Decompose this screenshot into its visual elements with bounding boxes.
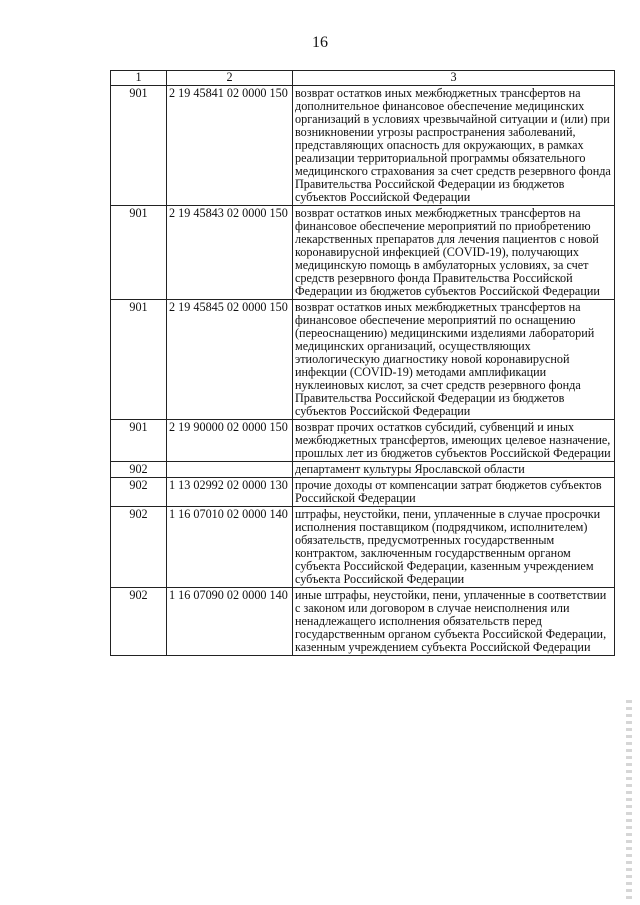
table-row: [111, 478, 615, 507]
table-row: [111, 507, 615, 588]
table-row: [111, 300, 615, 420]
revenue-code-cell: 2 19 45841 02 0000 150: [167, 86, 293, 206]
table-row: [111, 206, 615, 300]
revenue-name-cell: иные штрафы, неустойки, пени, уплаченные в соответствии с законом или договором в случае неисполнения или ненадлежащего исполнения обязательств перед государственным органом субъекта Российской Федерации, казенным учреждением субъекта Российской Федерации: [293, 588, 615, 656]
admin-code-cell: 902: [111, 507, 167, 588]
revenue-code-cell: 1 16 07090 02 0000 140: [167, 588, 293, 656]
admin-code-cell: 901: [111, 300, 167, 420]
header-col-1: 1: [111, 71, 167, 86]
admin-code-cell: 902: [111, 462, 167, 478]
table-row: [111, 86, 615, 206]
table-row: [111, 462, 615, 478]
header-col-2: 2: [167, 71, 293, 86]
page-number: 16: [312, 34, 328, 51]
revenue-code-cell: 1 16 07010 02 0000 140: [167, 507, 293, 588]
revenue-code-cell: 2 19 45845 02 0000 150: [167, 300, 293, 420]
revenue-code-cell: [167, 462, 293, 478]
revenue-code-cell: 1 13 02992 02 0000 130: [167, 478, 293, 507]
admin-code-cell: 902: [111, 588, 167, 656]
revenue-code-cell: 2 19 45843 02 0000 150: [167, 206, 293, 300]
revenue-name-cell: возврат остатков иных межбюджетных трансфертов на дополнительное финансовое обеспечение медицинских организаций в условиях чрезвычайной ситуации и (или) при возникновении угрозы распространения заболеваний, представляющих опасность для окружающих, в рамках реализации территориальной программы обязательного медицинского страхования за счет средств резервного фонда Правительства Российской Федерации из бюджетов субъектов Российской Федерации: [293, 86, 615, 206]
admin-code-cell: 901: [111, 206, 167, 300]
admin-code-cell: 901: [111, 86, 167, 206]
table-row: [111, 420, 615, 462]
scan-edge-artifact: [626, 700, 632, 900]
revenue-name-cell: штрафы, неустойки, пени, уплаченные в случае просрочки исполнения поставщиком (подрядчиком, исполнителем) обязательств, предусмотренных государственным контрактом, заключенным государственным органом субъекта Российской Федерации, казенным учреждением субъекта Российской Федерации: [293, 507, 615, 588]
header-col-3: 3: [293, 71, 615, 86]
admin-code-cell: 901: [111, 420, 167, 462]
revenue-name-cell: возврат остатков иных межбюджетных трансфертов на финансовое обеспечение мероприятий по приобретению лекарственных препаратов для лечения пациентов с новой коронавирусной инфекцией (COVID-19), получающих медицинскую помощь в амбулаторных условиях, за счет средств резервного фонда Правительства Российской Федерации из бюджетов субъектов Российской Федерации: [293, 206, 615, 300]
revenue-name-cell: возврат прочих остатков субсидий, субвенций и иных межбюджетных трансфертов, имеющих целевое назначение, прошлых лет из бюджетов субъектов Российской Федерации: [293, 420, 615, 462]
revenue-name-cell: возврат остатков иных межбюджетных трансфертов на финансовое обеспечение мероприятий по оснащению (переоснащению) медицинскими изделиями лабораторий медицинских организаций, осуществляющих этиологическую диагностику новой коронавирусной инфекции (COVID-19) методами амплификации нуклеиновых кислот, за счет средств резервного фонда Правительства Российской Федерации из бюджетов субъектов Российской Федерации: [293, 300, 615, 420]
table-header-row: [111, 71, 615, 86]
admin-code-cell: 902: [111, 478, 167, 507]
revenue-code-cell: 2 19 90000 02 0000 150: [167, 420, 293, 462]
revenue-codes-table: [110, 70, 615, 656]
revenue-name-cell: прочие доходы от компенсации затрат бюджетов субъектов Российской Федерации: [293, 478, 615, 507]
table-row: [111, 588, 615, 656]
revenue-name-cell: департамент культуры Ярославской области: [293, 462, 615, 478]
